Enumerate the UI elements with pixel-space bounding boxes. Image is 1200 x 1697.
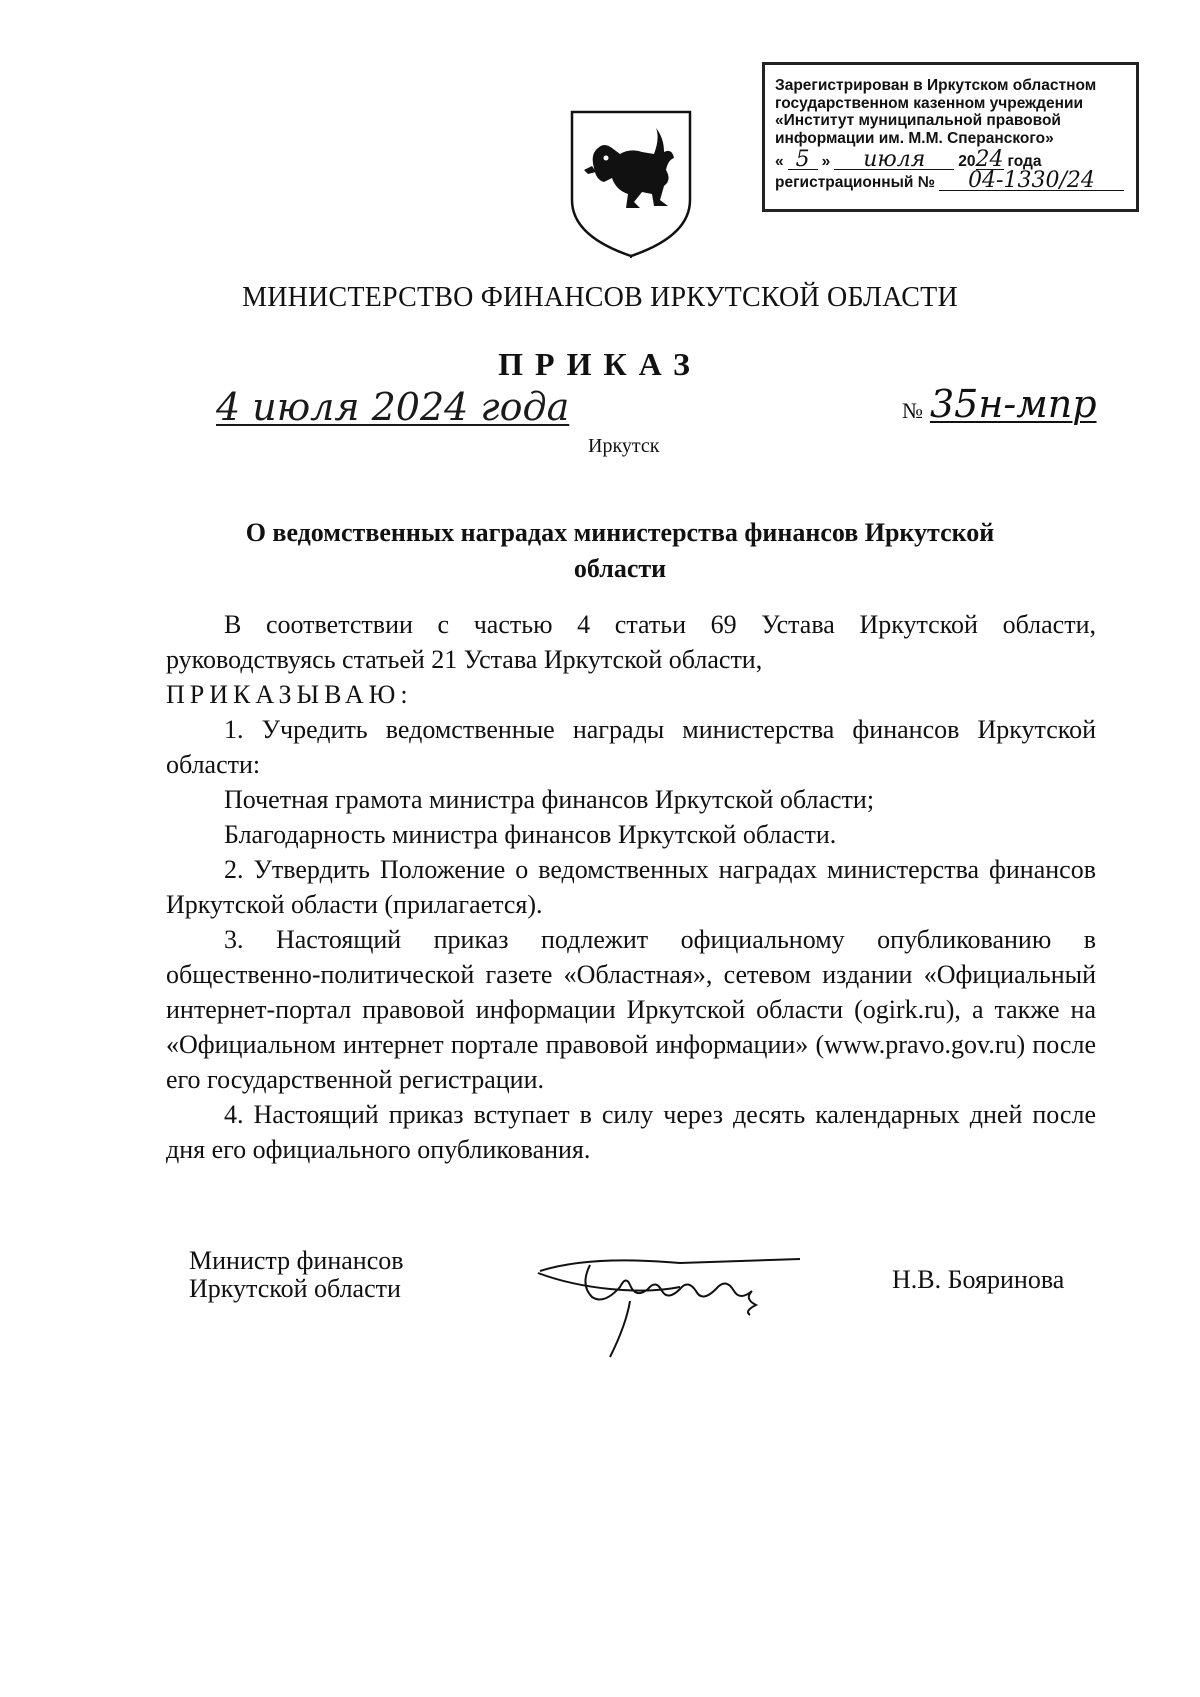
handwritten-date: 4 июля 2024 года xyxy=(216,385,570,429)
order-word: ПРИКАЗЫВАЮ: xyxy=(166,680,413,709)
handwritten-signature xyxy=(530,1245,810,1365)
stamp-reg-label: регистрационный № xyxy=(775,173,935,191)
item-1-paragraph: 1. Учредить ведомственные награды министерства финансов Иркутской области: xyxy=(166,715,1096,779)
position-line-2: Иркутской области xyxy=(189,1274,401,1303)
stamp-reg-number: 04-1330/24 xyxy=(939,172,1124,191)
stamp-quote-open: « xyxy=(775,152,784,170)
registration-stamp xyxy=(762,62,1139,212)
preamble-paragraph: В соответствии с частью 4 статьи 69 Устава Иркутской области, руководствуясь статьей 21 Устава Иркутской области, xyxy=(166,610,1096,674)
award-2-line: Благодарность министра финансов Иркутской области. xyxy=(224,820,837,849)
stamp-year-suffix: 24 xyxy=(975,147,1004,172)
order-number-label: № xyxy=(902,398,923,423)
ministry-name: МИНИСТЕРСТВО ФИНАНСОВ ИРКУТСКОЙ ОБЛАСТИ xyxy=(242,282,958,313)
stamp-line-3: «Институт муниципальной правовой xyxy=(775,112,1061,129)
city-name: Иркутск xyxy=(588,435,660,457)
stamp-line-2: государственном казенном учреждении xyxy=(775,94,1084,112)
stamp-month: июля xyxy=(834,151,954,170)
stamp-quote-close: » xyxy=(821,152,831,170)
stamp-year-label: года xyxy=(1007,152,1042,170)
stamp-reg-row xyxy=(775,168,1128,193)
stamp-line-1: Зарегистрирован в Иркутском областном xyxy=(775,77,1097,94)
item-3-paragraph: 3. Настоящий приказ подлежит официальному опубликованию в общественно-политической газете «Областная», сетевом издании «Официальный интернет-портал правовой информации Иркутской области (ogirk.ru), а также на «Официальном интернет портале правовой информации» (www.pravo.gov.ru) после его государственной регистрации. xyxy=(166,925,1096,1094)
document-title xyxy=(190,515,1050,587)
title-line-2: области xyxy=(573,554,667,583)
item-2-paragraph: 2. Утвердить Положение о ведомственных наградах министерства финансов Иркутской области (прилагается). xyxy=(166,855,1096,919)
item-4-paragraph: 4. Настоящий приказ вступает в силу через десять календарных дней после дня его официального опубликования. xyxy=(166,1100,1096,1164)
document-body xyxy=(166,607,1096,1167)
signatory-position xyxy=(189,1247,404,1303)
position-line-1: Министр финансов xyxy=(189,1246,404,1275)
document-type-heading: ПРИКАЗ xyxy=(498,346,702,382)
stamp-year-prefix: 20 xyxy=(958,152,976,170)
award-1-line: Почетная грамота министра финансов Иркутской области; xyxy=(224,785,875,814)
stamp-day: 5 xyxy=(788,151,818,170)
stamp-line-4: информации им. М.М. Сперанского» xyxy=(775,129,1054,147)
handwritten-order-number: 35н-мпр xyxy=(930,382,1097,426)
title-line-1: О ведомственных наградах министерства финансов Иркутской xyxy=(245,518,995,547)
coat-of-arms-emblem xyxy=(568,108,694,260)
signatory-name: Н.В. Бояринова xyxy=(892,1265,1065,1294)
